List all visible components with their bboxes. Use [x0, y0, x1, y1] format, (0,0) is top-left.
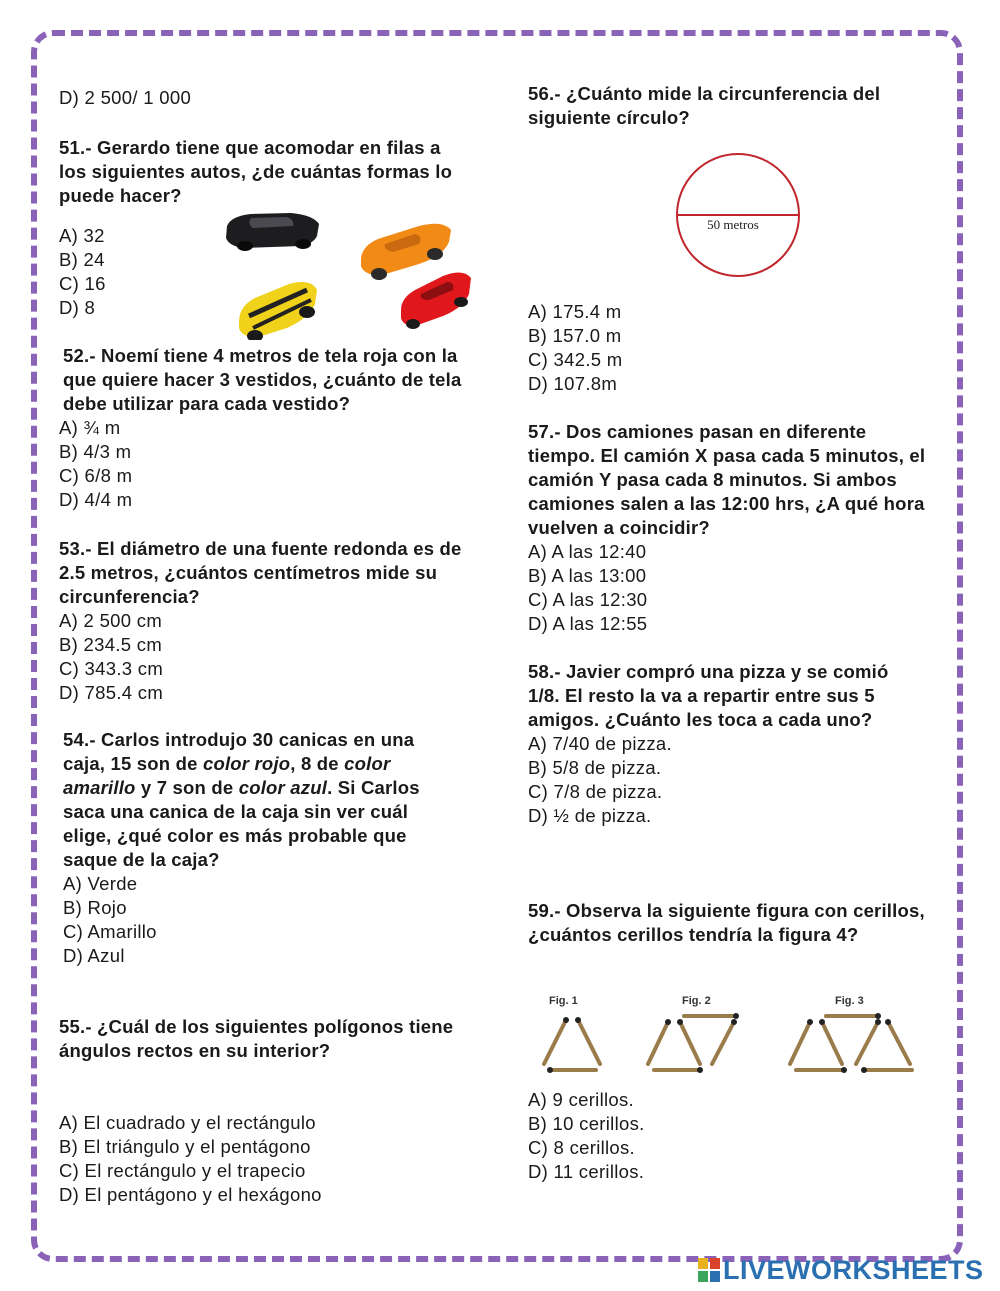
question-56: [528, 82, 923, 130]
q56-options: [528, 300, 938, 396]
diameter-label: 50 metros: [707, 217, 759, 232]
question-53: [59, 537, 464, 705]
q56-title: 56.- ¿Cuánto mide la circunferencia del siguiente círculo?: [528, 83, 881, 128]
q55-options: [59, 1111, 474, 1207]
q54-option: C) Amarillo: [63, 921, 157, 942]
q50-option-d: D) 2 500/ 1 000: [59, 87, 192, 108]
liveworksheets-logo[interactable]: [698, 1255, 984, 1285]
q54-italic-part: color rojo: [202, 753, 291, 774]
question-57: [528, 420, 930, 636]
q52-title: 52.- Noemí tiene 4 metros de tela roja con la que quiere hacer 3 vestidos, ¿cuánto de tela debe utilizar para cada vestido?: [63, 345, 462, 414]
orange-car-image: [361, 224, 451, 280]
logo-icon: [698, 1258, 720, 1282]
q59-option: B) 10 cerillos.: [528, 1113, 645, 1134]
q56-option: B) 157.0 m: [528, 325, 622, 346]
q59-option: D) 11 cerillos.: [528, 1161, 645, 1182]
logo-text: LIVEWORKSHEETS: [723, 1254, 984, 1285]
fig3-label: Fig. 3: [835, 995, 864, 1007]
q53-option: D) 785.4 cm: [59, 682, 164, 703]
q55-option: C) El rectángulo y el trapecio: [59, 1160, 306, 1181]
q52-option: C) 6/8 m: [59, 465, 133, 486]
q58-title: 58.- Javier compró una pizza y se comió 1/8. El resto la va a repartir entre sus 5 amigos. ¿Cuánto les toca a cada uno?: [528, 661, 889, 730]
question-58: [528, 660, 923, 828]
q51-title: 51.- Gerardo tiene que acomodar en filas a los siguientes autos, ¿de cuántas formas lo puede hacer?: [59, 137, 453, 206]
q53-title: 53.- El diámetro de una fuente redonda es de 2.5 metros, ¿cuántos centímetros mide su circunferencia?: [59, 538, 462, 607]
q59-option: C) 8 cerillos.: [528, 1137, 635, 1158]
black-car-image: [226, 213, 319, 251]
q53-option: A) 2 500 cm: [59, 610, 163, 631]
fig2-label: Fig. 2: [682, 995, 711, 1007]
question-55: [59, 1015, 474, 1207]
q53-option: C) 343.3 cm: [59, 658, 164, 679]
circle-figure: [670, 150, 806, 280]
q53-option: B) 234.5 cm: [59, 634, 163, 655]
q54-option: B) Rojo: [63, 897, 127, 918]
yellow-car-image: [239, 282, 317, 340]
q56-option: D) 107.8m: [528, 373, 618, 394]
q54-italic-part: color amarillo: [63, 753, 391, 798]
fig1-triangle: [544, 1020, 600, 1070]
q57-options: [528, 540, 930, 636]
q57-option: D) A las 12:55: [528, 613, 648, 634]
fig2-triangles: [648, 1016, 736, 1070]
q50-tail: [59, 86, 479, 110]
q54-option: D) Azul: [63, 945, 125, 966]
q55-option: D) El pentágono y el hexágono: [59, 1184, 322, 1205]
question-54: [63, 728, 453, 968]
fig1-label: Fig. 1: [549, 995, 578, 1007]
q57-option: A) A las 12:40: [528, 541, 647, 562]
q58-option: C) 7/8 de pizza.: [528, 781, 663, 802]
q57-title: 57.- Dos camiones pasan en diferente tiempo. El camión X pasa cada 5 minutos, el camión Y pasa cada 8 minutos. Si ambos camiones salen a las 12:00 hrs, ¿A qué hora vuelven a coincidir?: [528, 421, 926, 538]
q54-italic-part: color azul: [238, 777, 328, 798]
q55-option: B) El triángulo y el pentágono: [59, 1136, 311, 1157]
fig3-match-heads: [807, 1013, 891, 1073]
question-52: [59, 344, 474, 512]
q56-option: A) 175.4 m: [528, 301, 622, 322]
q54-option: A) Verde: [63, 873, 138, 894]
q55-title: 55.- ¿Cuál de los siguientes polígonos tiene ángulos rectos en su interior?: [59, 1016, 454, 1061]
q54-text-part: . Si Carlos saca una canica de la caja sin ver cuál elige, ¿qué color es más probable que saque de la caja?: [63, 777, 420, 870]
q58-option: D) ½ de pizza.: [528, 805, 652, 826]
q54-text-part: y 7 son de: [135, 777, 239, 798]
q53-options: [59, 609, 464, 705]
q51-option: D) 8: [59, 297, 96, 318]
q57-option: C) A las 12:30: [528, 589, 648, 610]
question-59: [528, 899, 928, 947]
q52-options: [59, 416, 474, 512]
matchstick-figures: [534, 990, 934, 1076]
q51-option: B) 24: [59, 249, 105, 270]
q52-option: A) ¾ m: [59, 417, 121, 438]
q54-options: [63, 872, 453, 968]
q59-options: [528, 1088, 938, 1184]
q58-option: A) 7/40 de pizza.: [528, 733, 672, 754]
q51-option: A) 32: [59, 225, 105, 246]
q54-text-part: , 8 de: [290, 753, 345, 774]
q52-option: B) 4/3 m: [59, 441, 132, 462]
q59-title: 59.- Observa la siguiente figura con cerillos, ¿cuántos cerillos tendría la figura 4?: [528, 900, 925, 945]
q59-option: A) 9 cerillos.: [528, 1089, 634, 1110]
q55-option: A) El cuadrado y el rectángulo: [59, 1112, 316, 1133]
q54-title: [63, 728, 453, 872]
q56-option: C) 342.5 m: [528, 349, 623, 370]
q52-option: D) 4/4 m: [59, 489, 133, 510]
q57-option: B) A las 13:00: [528, 565, 647, 586]
q54-text-part: 54.- Carlos introdujo 30 canicas en una caja, 15 son de: [63, 729, 415, 774]
q58-option: B) 5/8 de pizza.: [528, 757, 662, 778]
q51-option: C) 16: [59, 273, 106, 294]
q58-options: [528, 732, 923, 828]
cars-illustration: [221, 210, 483, 340]
red-car-image: [401, 272, 471, 329]
